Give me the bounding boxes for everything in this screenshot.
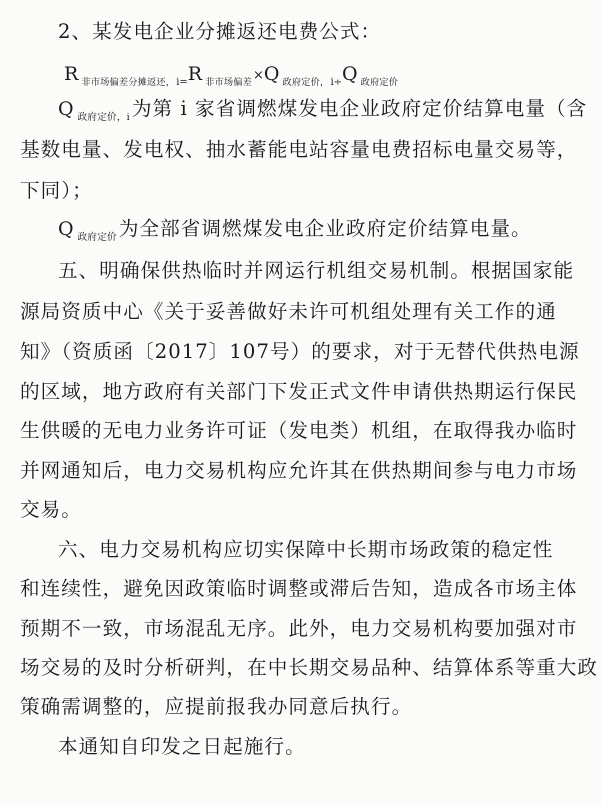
- definition-q-i-line3: 下同）；: [20, 179, 93, 202]
- section5-line: 的区域，地方政府有关部门下发正式文件申请供热期运行保民: [20, 380, 578, 403]
- def1-q-letter: Q: [58, 98, 75, 120]
- formula-times: ×: [253, 68, 264, 83]
- formula-r-letter: R: [64, 63, 79, 85]
- section5-line: 并网通知后，电力交易机构应允许其在供热期间参与电力市场: [20, 459, 578, 482]
- formula-r2-subscript: 非市场偏差: [205, 77, 253, 88]
- definition-q-i-line2: 基数电量、发电权、抽水蓄能电站容量电费招标电量交易等，: [20, 138, 578, 161]
- section6-line: 策确需调整的，应提前报我办同意后执行。: [20, 695, 413, 718]
- allocation-formula: [64, 62, 399, 95]
- definition-q-i-line1: [58, 96, 587, 131]
- section6-line: 六、电力交易机构应切实保障中长期市场政策的稳定性: [58, 538, 554, 561]
- def2-text: 为全部省调燃煤发电企业政府定价结算电量。: [118, 217, 532, 240]
- section2-heading: 2、某发电企业分摊返还电费公式：: [58, 20, 382, 43]
- section5-line: 生供暖的无电力业务许可证（发电类）机组，在取得我办临时: [20, 419, 578, 442]
- formula-q2-subscript: 政府定价: [360, 77, 399, 88]
- section5-line: 交易。: [20, 498, 82, 521]
- section6-line: 和连续性，避免因政策临时调整或滞后告知，造成各市场主体: [20, 577, 578, 600]
- formula-i-equals: i=: [176, 77, 188, 88]
- def1-q-subscript: 政府定价，i: [77, 112, 130, 123]
- formula-q-letter: Q: [263, 63, 280, 85]
- formula-i-divide: i÷: [330, 77, 343, 88]
- formula-q-subscript: 政府定价，: [282, 77, 330, 88]
- formula-r2-letter: R: [187, 63, 203, 85]
- section5-line: 五、明确保供热临时并网运行机组交易机制。根据国家能: [58, 259, 575, 282]
- def2-q-letter: Q: [58, 218, 75, 240]
- section6-line: 预期不一致，市场混乱无序。此外，电力交易机构要加强对市: [20, 617, 578, 640]
- section5-line: 源局资质中心《关于妥善做好未许可机组处理有关工作的通: [20, 300, 557, 323]
- def2-q-subscript: 政府定价: [77, 232, 117, 243]
- formula-q2-letter: Q: [342, 63, 358, 85]
- formula-r-subscript: 非市场偏差分摊返还，: [81, 77, 176, 88]
- def1-text-line1: 为第 i 家省调燃煤发电企业政府定价结算电量（含: [131, 97, 588, 120]
- definition-q-total: [58, 216, 532, 251]
- closing-statement: 本通知自印发之日起施行。: [58, 735, 306, 758]
- section5-line: 知》（资质函〔2017〕107号）的要求，对于无替代供热电源: [20, 340, 580, 363]
- section6-line: 场交易的及时分析研判，在中长期交易品种、结算体系等重大政: [20, 656, 599, 679]
